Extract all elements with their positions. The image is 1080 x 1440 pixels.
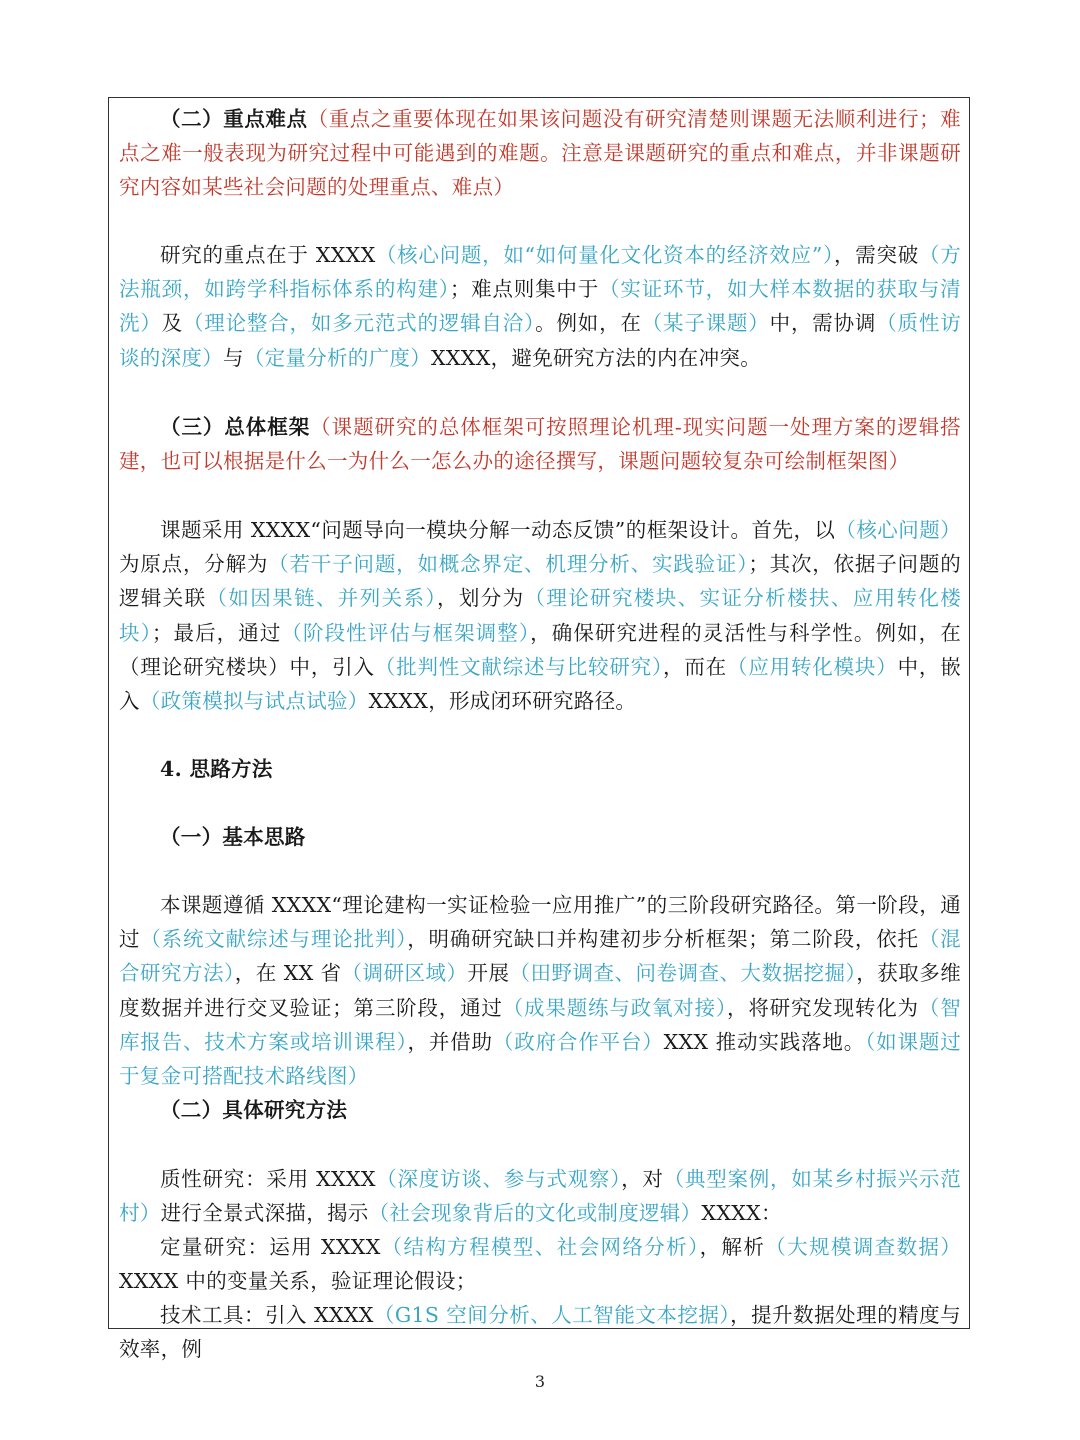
placeholder-text: （结构方程模型、社会网络分析） [380,1235,700,1259]
placeholder-text: （调研区域） [341,961,468,986]
placeholder-text: （系统文献综述与理论批判） [140,927,408,952]
basic-approach-heading: （一）基本思路 [160,825,306,849]
placeholder-text: （理论整合，如多元范式的逻辑自洽） [182,311,536,336]
text-run: ，在 XX 省 [234,961,342,986]
text-run: ，将研究发现转化为 [727,995,919,1020]
placeholder-text: （混合研究方法） [119,927,961,986]
text-run: XXX 推动实践落地。 [663,1029,866,1054]
text-run: 质性研究：采用 XXXX [160,1167,376,1191]
text-run: 为原点，分解为 [119,552,269,577]
section-heading: （二）重点难点 [160,107,308,131]
text-run: 课题采用 XXXX“问题导向一模块分解一动态反馈”的框架设计。首先，以 [160,518,836,542]
placeholder-text: （G1S 空间分析、人工智能文本挖据） [373,1303,731,1327]
placeholder-text: （成果题练与政氧对接） [502,995,727,1020]
page-number: 3 [534,1372,546,1391]
placeholder-text: （如课题过于复金可搭配技术路线图） [119,1029,961,1089]
text-run: 与 [223,345,244,370]
text-run: ；难点则集中于 [449,277,600,302]
text-run: 及 [161,311,183,336]
placeholder-text: （阶段性评估与框架调整） [281,620,531,645]
placeholder-text: （理论研究楼块、实证分析楼扶、应用转化楼块） [119,586,962,645]
framework-paragraph [119,513,961,718]
text-run: 技术工具：引入 XXXX [160,1303,374,1327]
text-run: ，需突破 [834,243,919,267]
text-run: ，确保研究进程的灵活性与科学性。例如，在（理论研究楼块）中，引入 [119,620,961,679]
text-run: 定量研究：运用 XXXX [160,1235,381,1259]
text-run: 中，嵌入 [119,654,961,714]
text-run: XXXX 中的变量关系，验证理论假设； [119,1269,477,1294]
text-run: 。例如，在 [535,311,642,336]
text-run: ，解析 [699,1235,766,1259]
placeholder-text: （方法瓶颈，如跨学科指标体系的构建） [119,243,962,302]
content-table-cell [108,97,970,1362]
framework-heading-block [119,410,961,478]
text-run: ，划分为 [436,586,525,611]
technical-tools-paragraph [119,1298,961,1366]
placeholder-text: （批判性文献综述与比较研究） [374,654,664,679]
basic-approach-paragraph [119,888,961,1093]
text-run: ，明确研究缺口并构建初步分析框架；第二阶段，依托 [407,927,919,952]
text-run: ，而在 [663,654,728,679]
text-run: 中，需协调 [769,311,877,336]
placeholder-text: （大规模调查数据） [765,1235,962,1259]
key-difficulties-paragraph [119,238,961,375]
placeholder-text: （质性访谈的深度） [119,311,961,370]
placeholder-text: （某子课题） [641,311,770,336]
text-run: XXXX，形成闭环研究路径。 [368,689,637,714]
text-run: ；其次，依据子问题的逻辑关联 [119,552,961,611]
placeholder-text: （政府合作平台） [492,1029,664,1054]
placeholder-text: （深度访谈、参与式观察） [375,1167,622,1191]
placeholder-text: （若干子问题，如概念界定、机理分析、实践验证） [268,552,749,577]
quantitative-method-paragraph [119,1230,961,1298]
text-run: ，对 [621,1167,664,1191]
placeholder-text: （田野调查、问卷调查、大数据挖掘） [509,961,857,986]
text-run: 进行全景式深描，揭示 [160,1201,369,1226]
placeholder-text: （定量分析的广度） [243,345,432,370]
text-run: ；最后，通过 [151,620,282,645]
text-run: XXXX： [701,1201,782,1226]
methods-heading: （二）具体研究方法 [160,1098,348,1122]
placeholder-text: （如因果链、并列关系） [206,586,437,611]
text-run: ，获取多维度数据并进行交叉验证；第三阶段，通过 [119,961,962,1020]
text-run: 研究的重点在于 XXXX [160,243,376,267]
placeholder-text: （应用转化模块） [727,654,898,679]
placeholder-text: （智库报告、技术方案或培训课程） [119,995,961,1054]
approach-title: 4. 思路方法 [160,757,273,781]
qualitative-method-paragraph [119,1162,961,1230]
placeholder-text: （实证环节，如大样本数据的获取与清洗） [119,277,961,336]
placeholder-text: （典型案例，如某乡村振兴示范村） [119,1167,961,1226]
placeholder-text: （社会现象背后的文化或制度逻辑） [368,1201,702,1226]
placeholder-text: （核心问题） [835,518,961,542]
text-run: 开展 [467,961,510,986]
key-difficulties-heading-block [119,102,961,205]
placeholder-text: （政策模拟与试点试验） [139,689,369,714]
instruction-note: （重点之重要体现在如果该问题没有研究清楚则课题无法顺利进行；难点之难一般表现为研究过程中可能遇到的难题。注意是课题研究的重点和难点，并非课题研究内容如某些社会问题的处理重点、难点） [119,107,961,200]
instruction-note: （课题研究的总体框架可按照理论机理-现实问题一处理方案的逻辑搭建，也可以根据是什么一为什么一怎么办的途径撰写，课题问题较复杂可绘制框架图） [119,415,961,474]
text-run: 本课题遵循 XXXX“理论建构一实证检验一应用推广”的三阶段研究路径。第一阶段，通过 [119,893,961,952]
text-run: ，提升数据处理的精度与效率，例 [119,1303,961,1362]
text-run: ，并借助 [407,1029,493,1054]
section-heading: （三）总体框架 [160,415,311,439]
text-run: XXXX，避免研究方法的内在冲突。 [431,345,761,370]
placeholder-text: （核心问题，如“如何量化文化资本的经济效应”） [375,243,835,267]
